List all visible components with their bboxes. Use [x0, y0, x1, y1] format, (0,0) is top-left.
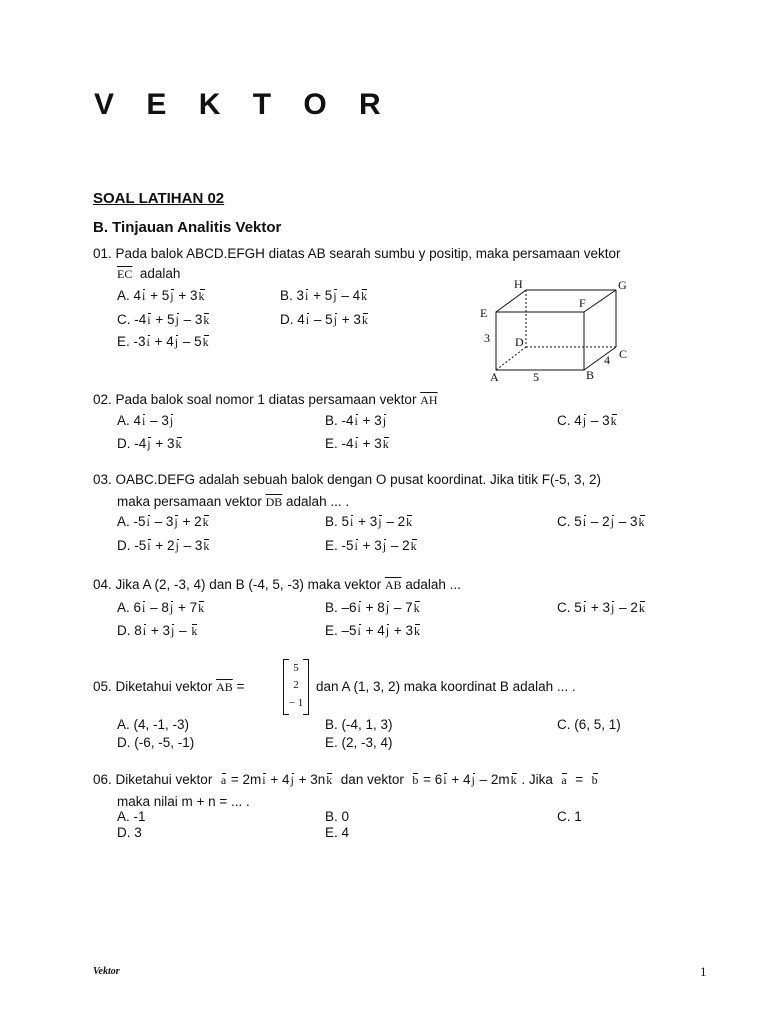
q5-vector: $\overline{AB}$: [216, 680, 233, 694]
q4-text: 04. Jika A (2, -3, 4) dan B (-4, 5, -3) maka vektor $\overline{AB}$ adalah ...: [93, 577, 461, 592]
exercise-heading: SOAL LATIHAN 02: [93, 190, 225, 207]
label-c: C: [619, 347, 628, 361]
q6-option-e: E. 4: [325, 825, 350, 840]
q5-column-matrix: [283, 659, 309, 713]
q3-option-a: A. -5i – 3j + 2k: [117, 514, 209, 529]
q4-option-c: C. 5i + 3j – 2k: [557, 600, 645, 615]
label-a: A: [490, 370, 499, 384]
q3-line2: maka persamaan vektor $\overline{DB}$ adalah ... .: [117, 494, 350, 509]
q1-option-b: B. 3i + 5j – 4k: [280, 288, 368, 303]
q6-option-a: A. -1: [117, 809, 146, 824]
q5-option-a: A. (4, -1, -3): [117, 717, 190, 732]
q4-vector: $\overline{AB}$: [384, 578, 402, 592]
label-length: 5: [533, 370, 539, 384]
q5-option-d: D. (-6, -5, -1): [117, 735, 195, 750]
q1-vector: $\overline{EC}$: [117, 267, 133, 281]
q3-text: 03. OABC.DEFG adalah sebuah balok dengan O pusat koordinat. Jika titik F(-5, 3, 2): [93, 472, 602, 487]
q3-vector: $\overline{DB}$: [265, 495, 283, 509]
matrix-entry-3: − 1: [288, 697, 304, 709]
q6-text2: maka nilai m + n = ... .: [117, 794, 250, 809]
q1-option-c: C. -4i + 5j – 3k: [117, 312, 210, 327]
q6-option-d: D. 3: [117, 825, 142, 840]
q1-option-a: A. 4i + 5j + 3k: [117, 288, 205, 303]
q5-option-c: C. (6, 5, 1): [557, 717, 621, 732]
q4-option-d: D. 8i + 3j – k: [117, 623, 198, 638]
q3-option-d: D. -5i + 2j – 3k: [117, 538, 210, 553]
label-depth: 4: [604, 353, 610, 367]
q2-option-b: B. -4i + 3j: [325, 413, 387, 428]
label-g: G: [618, 278, 627, 292]
q4-option-a: A. 6i – 8j + 7k: [117, 600, 205, 615]
label-b: B: [586, 368, 595, 382]
q5-text2: dan A (1, 3, 2) maka koordinat B adalah ... .: [316, 679, 576, 694]
q2-text: 02. Pada balok soal nomor 1 diatas persamaan vektor $\overline{AH}$: [93, 392, 438, 407]
q3-option-b: B. 5i + 3j – 2k: [325, 514, 413, 529]
q1-option-e: E. -3i + 4j – 5k: [117, 334, 209, 349]
label-d: D: [515, 335, 524, 349]
label-height: 3: [484, 331, 490, 345]
q1-text: 01. Pada balok ABCD.EFGH diatas AB searah sumbu y positip, maka persamaan vektor: [93, 246, 621, 261]
q2-option-c: C. 4j – 3k: [557, 413, 617, 428]
label-f: F: [579, 296, 586, 310]
matrix-entry-2: 2: [293, 679, 299, 691]
q1-line2: $\overline{EC}$ adalah: [117, 266, 181, 281]
q3-option-e: E. -5i + 3j – 2k: [325, 538, 417, 553]
q5-option-b: B. (-4, 1, 3): [325, 717, 393, 732]
cuboid-figure: [470, 272, 640, 384]
label-e: E: [480, 306, 488, 320]
page-title: V E K T O R: [94, 88, 393, 121]
section-heading: B. Tinjauan Analitis Vektor: [93, 219, 282, 236]
q6-text: 06. Diketahui vektor a = 2mi + 4j + 3nk dan vektor b = 6i + 4j – 2mk . Jika a = b: [93, 772, 598, 787]
q6-option-c: C. 1: [557, 809, 582, 824]
footer-label: Vektor: [93, 966, 120, 977]
q1-option-d: D. 4i – 5j + 3k: [280, 312, 368, 327]
q2-option-d: D. -4j + 3k: [117, 436, 182, 451]
q5-option-e: E. (2, -3, 4): [325, 735, 393, 750]
q4-option-e: E. –5i + 4j + 3k: [325, 623, 421, 638]
page-number: 1: [700, 964, 707, 979]
q6-option-b: B. 0: [325, 809, 350, 824]
q3-option-c: C. 5i – 2j – 3k: [557, 514, 645, 529]
label-h: H: [514, 277, 523, 291]
matrix-entry-1: 5: [293, 662, 299, 674]
q2-vector: $\overline{AH}$: [420, 393, 438, 407]
q5-text: 05. Diketahui vektor $\overline{AB}$ =: [93, 679, 245, 694]
q2-option-e: E. -4i + 3k: [325, 436, 389, 451]
q2-option-a: A. 4i – 3j: [117, 413, 174, 428]
q4-option-b: B. –6i + 8j – 7k: [325, 600, 420, 615]
